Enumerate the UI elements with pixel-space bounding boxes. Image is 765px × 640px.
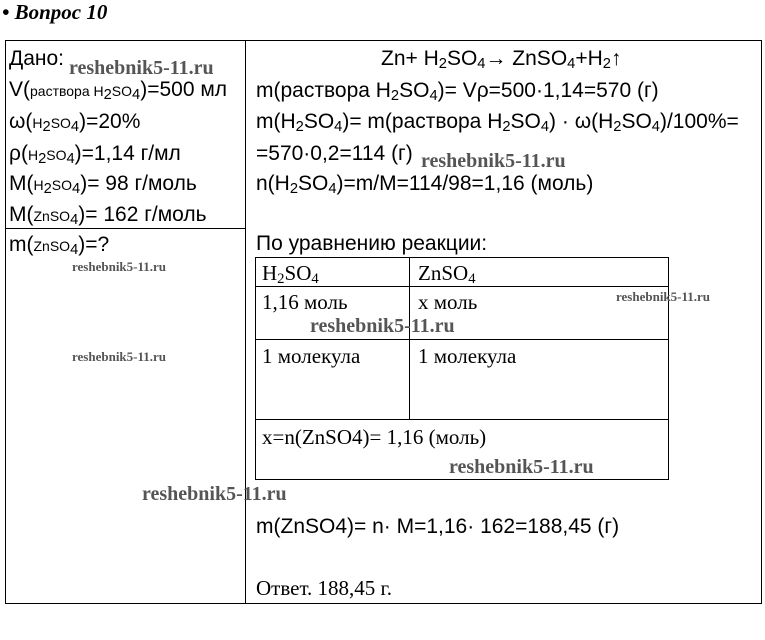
- watermark-text: reshebnik5-11.ru: [616, 289, 711, 304]
- solution-line-acid-mass-value: =570·0,2=114 (г): [256, 142, 413, 165]
- watermark-text: reshebnik5-11.ru: [72, 259, 167, 274]
- salt-mass-line: m(ZnSO4)= n· M=1,16· 162=188,45 (г): [256, 515, 620, 538]
- given-divider: [5, 228, 246, 229]
- watermark-text: reshebnik5-11.ru: [142, 483, 287, 505]
- proportion-cell: х моль: [418, 290, 478, 314]
- given-line-molar-znso4: M(ZnSO$_4$)= 162 г/моль: [9, 203, 207, 228]
- proportion-row-line: [255, 419, 669, 420]
- proportion-col-line: [409, 257, 410, 419]
- proportion-cell: 1,16 моль: [262, 290, 348, 314]
- watermark-text: reshebnik5-11.ru: [449, 456, 594, 478]
- proportion-header-salt: ZnSO$_4$: [418, 261, 476, 287]
- proportion-header-acid: $H_2SO_4$: [262, 261, 319, 287]
- by-equation-label: По уравнению реакции:: [256, 232, 488, 255]
- solution-line-acid-mass: $m(H_2SO_4)=$ m(раствора $H_2SO_4) \cdot \omega(H_2SO_4)/100\%=$: [256, 110, 739, 135]
- proportion-cell: 1 молекула: [418, 344, 517, 368]
- solution-line-moles: $n(H_2SO_4)=m/M=114/98=1,16$ (моль): [256, 172, 594, 197]
- table-divider: [245, 40, 246, 604]
- watermark-text: reshebnik5-11.ru: [72, 349, 167, 364]
- watermark-text: reshebnik5-11.ru: [421, 150, 566, 172]
- proportion-row-line: [255, 339, 669, 340]
- given-line-density: $\rho(H_2SO_4)=1,14$ г/мл: [9, 142, 181, 167]
- watermark-text: reshebnik5-11.ru: [310, 315, 455, 337]
- find-line: m(ZnSO$_4$)=?: [9, 233, 110, 258]
- proportion-cell: 1 молекула: [262, 344, 361, 368]
- question-title: • Вопрос 10: [2, 0, 108, 24]
- given-line-omega: $\omega(H_2SO_4)=20\%$: [9, 110, 141, 135]
- proportion-result: x=n(ZnSO4)= 1,16 (моль): [262, 425, 487, 449]
- given-line-molar-h2so4: $M(H_2SO_4)= 98$ г/моль: [9, 172, 197, 197]
- given-label: Дано:: [9, 47, 65, 70]
- reaction-equation: $Zn+ H_2SO_4\to$ $ZnSO_4+H_2↑$: [381, 47, 622, 72]
- given-line-volume: V(раствора $H_2SO_4)=500$ мл: [9, 78, 228, 103]
- answer-line: Ответ. 188,45 г.: [256, 576, 393, 600]
- watermark-text: reshebnik5-11.ru: [69, 57, 214, 79]
- solution-line-solution-mass: m(раствора $H_2SO_4)= V\rho=500\cdot 1,14=570$ (г): [256, 79, 659, 104]
